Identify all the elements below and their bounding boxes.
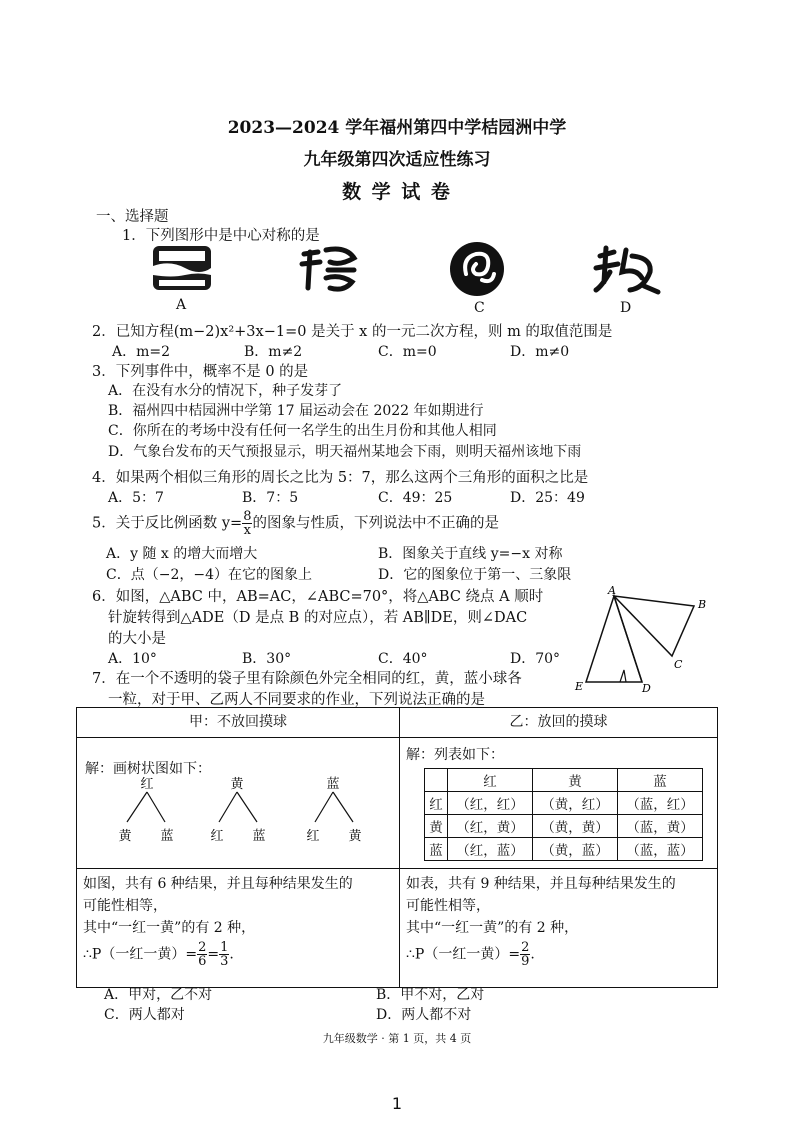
q5-frac-num: 8 [243,509,252,524]
q7-right-header: 乙：放回的摸球 [400,708,718,738]
outcome-row-header: 蓝 [425,838,448,861]
question-4-stem: 4．如果两个相似三角形的周长之比为 5：7，那么这两个三角形的面积之比是 [92,470,589,486]
outcome-corner [425,769,448,792]
right-sol-line4 [406,941,711,968]
right-sol-line3: 其中“一红一黄”的有 2 种， [406,920,579,936]
q7-outcome-table [424,768,703,861]
outcome-cell: （黄，蓝） [533,838,618,861]
q6-label-d: D [642,682,651,695]
left-sol-line2: 可能性相等， [83,898,167,914]
tree-leaf: 红 [306,829,320,844]
q5-option-d: D．它的图象位于第一、三象限 [378,567,572,583]
q6-label-a: A [608,586,616,597]
q3-option-c: C．你所在的考场中没有任何一名学生的出生月份和其他人相同 [108,423,497,439]
exam-title-line3: 数 学 试 卷 [342,181,452,203]
outcome-cell: （红，黄） [448,815,533,838]
right-sol-line2: 可能性相等， [406,898,490,914]
tree-leaf: 蓝 [252,829,266,844]
question-6-line2: 针旋转得到△ADE（D 是点 B 的对应点），若 AB∥DE，则∠DAC [108,610,528,626]
tree-leaf: 黄 [348,829,362,844]
page-footer: 九年级数学 · 第 1 页，共 4 页 [322,1032,472,1045]
q6-option-d: D．70° [510,651,561,667]
tree-leaf: 黄 [118,829,132,844]
question-6-line3: 的大小是 [108,631,166,647]
q3-option-a: A．在没有水分的情况下，种子发芽了 [108,383,343,399]
q5-frac-den: x [243,523,251,538]
q6-option-a: A．10° [108,651,157,667]
q1-figure-a [150,244,216,294]
outcome-cell: （黄，黄） [533,815,618,838]
q2-option-c: C．m=0 [378,344,437,360]
q5-stem-a: 5．关于反比例函数 y= [92,515,243,532]
q1-label-c: C [474,300,485,316]
q7-left-solution-cell [77,869,400,988]
q2-option-a: A．m=2 [112,344,171,360]
q7-option-c: C．两人都对 [104,1007,185,1023]
q1-figure-c [448,240,506,298]
frac-den: 9 [521,954,530,969]
outcome-cell: （黄，红） [533,792,618,815]
q6-label-c: C [674,658,683,671]
q2-option-d: D．m≠0 [510,344,570,360]
left-sol-prob: ∴P（一红一黄）= [83,946,198,963]
outcome-cell: （蓝，黄） [618,815,703,838]
frac-den: 6 [198,954,207,969]
q1-label-a: A [176,297,187,313]
question-3-stem: 3．下列事件中，概率不是 0 的是 [92,364,309,380]
q1-figure-b [296,244,362,296]
frac-den: 3 [220,954,229,969]
q5-option-a: A．y 随 x 的增大而增大 [106,546,258,562]
outcome-cell: （蓝，蓝） [618,838,703,861]
question-7-line2: 一粒，对于甲、乙两人不同要求的作业，下列说法正确的是 [108,692,485,708]
question-6-line1: 6．如图，△ABC 中，AB=AC，∠ABC=70°，将△ABC 绕点 A 顺时 [92,589,544,605]
period: . [530,946,535,963]
tree-root-blue: 蓝 [326,777,340,792]
q5-option-b: B．图象关于直线 y=−x 对称 [378,546,563,562]
q6-option-c: C．40° [378,651,428,667]
right-sol-prob: ∴P（一红一黄）= [406,946,521,963]
page-number: 1 [391,1094,403,1113]
q6-option-b: B．30° [242,651,292,667]
outcome-cell: （红，蓝） [448,838,533,861]
equals-sign: = [207,946,220,963]
q7-option-a: A．甲对，乙不对 [104,987,213,1003]
question-1-stem: 1．下列图形中是中心对称的是 [122,228,320,244]
outcome-col-header: 红 [448,769,533,792]
q3-option-b: B．福州四中桔园洲中学第 17 届运动会在 2022 年如期进行 [108,403,484,419]
outcome-cell: （蓝，红） [618,792,703,815]
outcome-col-header: 黄 [533,769,618,792]
outcome-row [425,792,703,815]
q6-label-e: E [575,680,584,693]
q1-figure-d [592,242,662,298]
q7-right-table-cell [400,738,718,869]
q7-left-diagram-cell [77,738,400,869]
q3-option-d: D．气象台发布的天气预报显示，明天福州某地会下雨，则明天福州该地下雨 [108,444,582,460]
q7-tree-diagram [107,776,397,860]
q1-label-d: D [620,300,632,316]
q4-option-a: A．5：7 [108,490,164,506]
q6-triangle-figure [572,586,722,696]
left-frac-1 [197,941,207,968]
left-sol-line4 [83,941,393,968]
q7-option-b: B．甲不对，乙对 [376,987,485,1003]
left-sol-line1: 如图，共有 6 种结果，并且每种结果发生的 [83,876,353,892]
tree-leaf: 红 [210,829,224,844]
q7-right-solution-cell [400,869,718,988]
period: . [229,946,234,963]
left-frac-2 [219,941,229,968]
q4-option-b: B．7：5 [242,490,299,506]
question-2-stem: 2．已知方程(m−2)x²+3x−1=0 是关于 x 的一元二次方程，则 m 的取值范围是 [92,324,613,340]
question-7-line1: 7．在一个不透明的袋子里有除颜色外完全相同的红，黄，蓝小球各 [92,671,522,687]
exam-title-line2: 九年级第四次适应性练习 [303,150,491,170]
tree-leaf: 蓝 [160,829,174,844]
q7-left-header: 甲：不放回摸球 [77,708,400,738]
exam-title-line1: 2023—2024 学年福州第四中学桔园洲中学 [227,118,567,138]
section-heading: 一、选择题 [96,209,169,225]
tree-root-yellow: 黄 [230,777,244,792]
q7-comparison-table [76,707,718,988]
q7-left-intro: 解：画树状图如下： [85,761,211,777]
frac-num: 2 [198,940,207,955]
q2-option-b: B．m≠2 [244,344,303,360]
q4-option-d: D．25：49 [510,490,585,506]
left-sol-line3: 其中“一红一黄”的有 2 种， [83,920,256,936]
right-frac [520,941,530,968]
outcome-row [425,838,703,861]
q5-stem-b: 的图象与性质，下列说法中不正确的是 [252,515,499,532]
q5-fraction [242,510,252,537]
outcome-row-header: 红 [425,792,448,815]
frac-num: 2 [521,940,530,955]
q4-option-c: C．49：25 [378,490,453,506]
q5-option-c: C．点（−2，−4）在它的图象上 [106,567,312,583]
tree-root-red: 红 [140,777,154,792]
q6-label-b: B [698,598,707,611]
question-5-stem [92,510,499,537]
outcome-cell: （红，红） [448,792,533,815]
outcome-col-header: 蓝 [618,769,703,792]
q7-right-intro: 解：列表如下： [406,747,504,763]
right-sol-line1: 如表，共有 9 种结果，并且每种结果发生的 [406,876,676,892]
outcome-row [425,815,703,838]
outcome-row-header: 黄 [425,815,448,838]
q7-option-d: D．两人都不对 [376,1007,472,1023]
frac-num: 1 [220,940,229,955]
